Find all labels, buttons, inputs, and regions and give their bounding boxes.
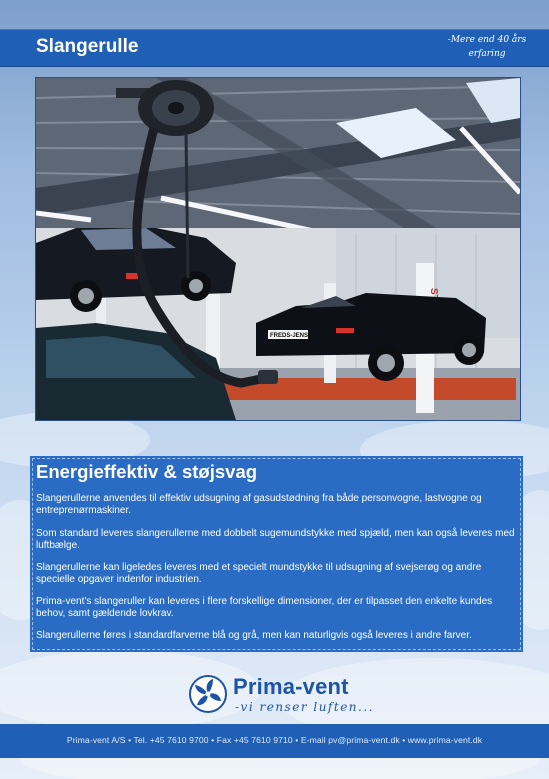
logo-name: Prima-vent [233, 674, 349, 699]
footer-contact: Prima-vent A/S • Tel. +45 7610 9700 • Fax +45 7610 9710 • E-mail pv@prima-vent.dk • www.prima-vent.dk [66, 735, 483, 745]
info-paragraph-4: Prima-vent’s slangeruller kan leveres i flere forskellige dimensioner, der er tilpasset den enkelte kundes behov, samt gældende lovkrav. [36, 596, 493, 619]
info-paragraph-5: Slangerullerne føres i standardfarverne blå og grå, men kan naturligvis også leveres i andre farver. [36, 630, 472, 641]
page-title: Slangerulle [36, 36, 139, 57]
footer-bar [0, 724, 549, 758]
logo-slogan: -vi renser luften... [235, 700, 374, 714]
info-paragraph-2: Som standard leveres slangerullerne med dobbelt sugemundstykke med spjæld, men kan også leveres med luftbælge. [36, 528, 515, 551]
tagline-line-1: -Mere end 40 års [447, 35, 527, 45]
car-plate: FREDS-JENSEN [270, 333, 317, 339]
info-paragraph-1: Slangerullerne anvendes til effektiv udsugning af gasudstødning fra både personvogne, lastvogne og entreprenørmaskiner. [36, 493, 482, 516]
info-box [30, 456, 523, 652]
info-heading: Energieffektiv & støjsvag [36, 461, 258, 482]
fan-icon [189, 675, 227, 713]
tagline-line-2: erfaring [468, 49, 506, 59]
workshop-photo [35, 77, 521, 421]
header-bar [0, 29, 549, 67]
prima-vent-logo [189, 672, 379, 722]
info-paragraph-3: Slangerullerne kan ligeledes leveres med et specielt mundstykke til udsugning af svejserøg og andre specielle opgaver indenfor industrien. [36, 562, 482, 585]
tagline [432, 33, 542, 61]
